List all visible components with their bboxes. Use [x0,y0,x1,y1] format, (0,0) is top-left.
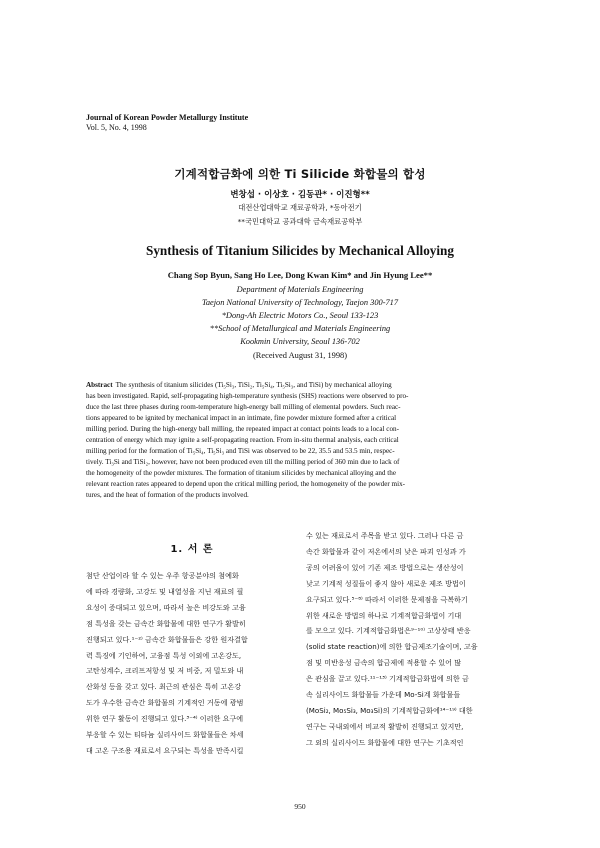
body-line: 진행되고 있다.¹⁻²⁾ 금속간 화합물들은 강한 원자결합 [86,634,248,644]
english-affiliation-4: **School of Metallurgical and Materials Engineering [209,324,391,333]
korean-affiliation-2: **국민대학교 공과대학 금속재료공학부 [237,217,363,226]
journal-name: Journal of Korean Powder Metallurgy Institute [86,113,249,122]
received-date: (Received August 31, 1998) [253,351,347,360]
abstract-line: relevant reaction rates appeared to depend upon the critical milling period, the homogeneity of the powder mix- [86,480,406,488]
abstract-line: centration of energy which may ignite a self-propagating reaction. From in-situ thermal analysis, each critical [86,436,399,444]
abstract-line: has been investigated. Rapid, self-propagating high-temperature synthesis (SHS) reactions were observed to pro- [86,392,409,400]
abstract [86,380,516,501]
body-line: 도가 우수한 금속간 화합물의 기계적인 거동에 광범 [86,698,244,708]
abstract-text: The synthesis of titanium silicides (Ti₅Si₃, TiSi₂, Ti₅Si₄, Ti₅Si₃, and TiSi) by mechanical alloying [115,381,392,389]
body-line: 를 모으고 있다. 기계적합금화법은⁹⁻¹⁰⁾ 고상상태 반응 [306,626,471,636]
body-line: 위한 연구 활동이 진행되고 있다.³⁻⁴⁾ 이러한 요구에 [86,714,244,724]
body-line: (MoSi₂, Mo₅Si₃, Mo₃Si)의 기계적합금화에¹⁴⁻¹⁹⁾ 대한 [306,705,473,715]
abstract-line: tures, and the heat of formation of the products involved. [86,491,249,499]
body-line: 력 특징에 기인하여, 고융점 특성 이외에 고온강도, [86,650,242,660]
body-line: (solid state reaction)에 의한 합금제조기술이며, 고융 [306,642,478,652]
english-authors: Chang Sop Byun, Sang Ho Lee, Dong Kwan Kim* and Jin Hyung Lee** [167,270,433,280]
body-line: 에 따라 경량화, 고강도 및 내열성을 지닌 재료의 필 [86,586,244,596]
body-column-left [86,568,298,759]
body-line: 속 실리사이드 화합물들 가운데 Mo-Si계 화합물들 [306,690,461,700]
body-line: 대 고온 구조용 재료로서 요구되는 특성을 만족시킬 [86,745,244,755]
page-number: 950 [294,802,306,811]
body-column-right [306,528,522,751]
body-line: 첨단 산업이라 할 수 있는 우주 항공분야의 첨예화 [86,571,239,580]
section-heading-introduction: 1. 서 론 [170,544,214,555]
body-line: 점 특성을 갖는 금속간 화합물에 대한 연구가 활발히 [86,618,246,628]
body-line: 요구되고 있다.⁵⁻⁸⁾ 따라서 이러한 문제점을 극복하기 [306,594,468,604]
body-line: 그 외의 실리사이드 화합물에 대한 연구는 기초적인 [306,737,464,747]
english-title: Synthesis of Titanium Silicides by Mechanical Alloying [145,243,454,258]
korean-affiliation-1: 대전산업대학교 재료공학과, *동아전기 [238,203,362,212]
korean-authors: 변창섭 · 이상호 · 김동관* · 이진형** [230,190,370,200]
abstract-line: milling period. During the high-energy ball milling, the repeated impact at contact points leads to a local con- [86,425,399,433]
english-affiliation-5: Kookmin University, Seoul 136-702 [240,337,360,346]
body-line: 점 및 미반응성 금속의 합금제에 적용할 수 있어 많 [306,658,462,668]
abstract-line: milling period for the formation of Ti₅Si₄, Ti₅Si₃ and TiSi was observed to be 22, 35.5 and 53.5 min, respec- [86,447,395,455]
english-affiliation-3: *Dong-Ah Electric Motors Co., Seoul 133-123 [221,311,379,320]
body-line: 낮고 기계적 성질들이 좋지 않아 새로운 제조 방법이 [306,578,466,588]
abstract-line: duce the last three phases during room-temperature high-energy ball milling of elemental powders. Such reac- [86,403,401,411]
abstract-label: Abstract [86,381,113,389]
body-line: 고탄성계수, 크리프저항성 및 저 비중, 저 밀도와 내 [86,666,244,676]
body-line: 산화성 등을 갖고 있다. 최근의 관심은 특히 고온강 [86,682,242,692]
english-affiliation-2: Taejon National University of Technology, Taejon 300-717 [201,298,399,307]
body-line: 연구는 국내외에서 비교적 활발히 진행되고 있지만, [306,721,464,731]
english-affiliation-1: Department of Materials Engineering [236,285,364,294]
body-line: 부응할 수 있는 티타늄 실리사이드 화합물들은 차세 [86,730,244,740]
body-line: 공의 어려움이 있어 기존 제조 방법으로는 생산성이 [306,562,464,572]
body-line: 요성이 증대되고 있으며, 따라서 높은 비강도와 고융 [86,602,246,612]
body-line: 은 관심을 끌고 있다.¹¹⁻¹³⁾ 기계적합금화법에 의한 금 [306,674,469,684]
abstract-line-1 [86,380,516,391]
body-line: 속간 화합물과 같이 저온에서의 낮은 파괴 인성과 가 [306,546,466,556]
abstract-line: tively. Ti₃Si and TiSi₂, however, have not been produced even till the milling period of 360 min due to lack of [86,458,400,466]
body-line: 위한 새로운 방법의 하나로 기계적합금화법이 기대 [306,610,462,620]
abstract-line: tions appeared to be ignited by mechanical impact in an intimate, fine powder mixture formed after a critical [86,414,397,422]
journal-header [86,113,248,133]
korean-title: 기계적합금화에 의한 Ti Silicide 화합물의 합성 [174,167,426,181]
journal-volume: Vol. 5, No. 4, 1998 [86,123,147,132]
body-line: 수 있는 재료로서 주목을 받고 있다. 그러나 다른 금 [306,531,464,540]
abstract-line: the homogeneity of the powder mixtures. The formation of titanium silicides by mechanical alloying and the [86,469,397,477]
